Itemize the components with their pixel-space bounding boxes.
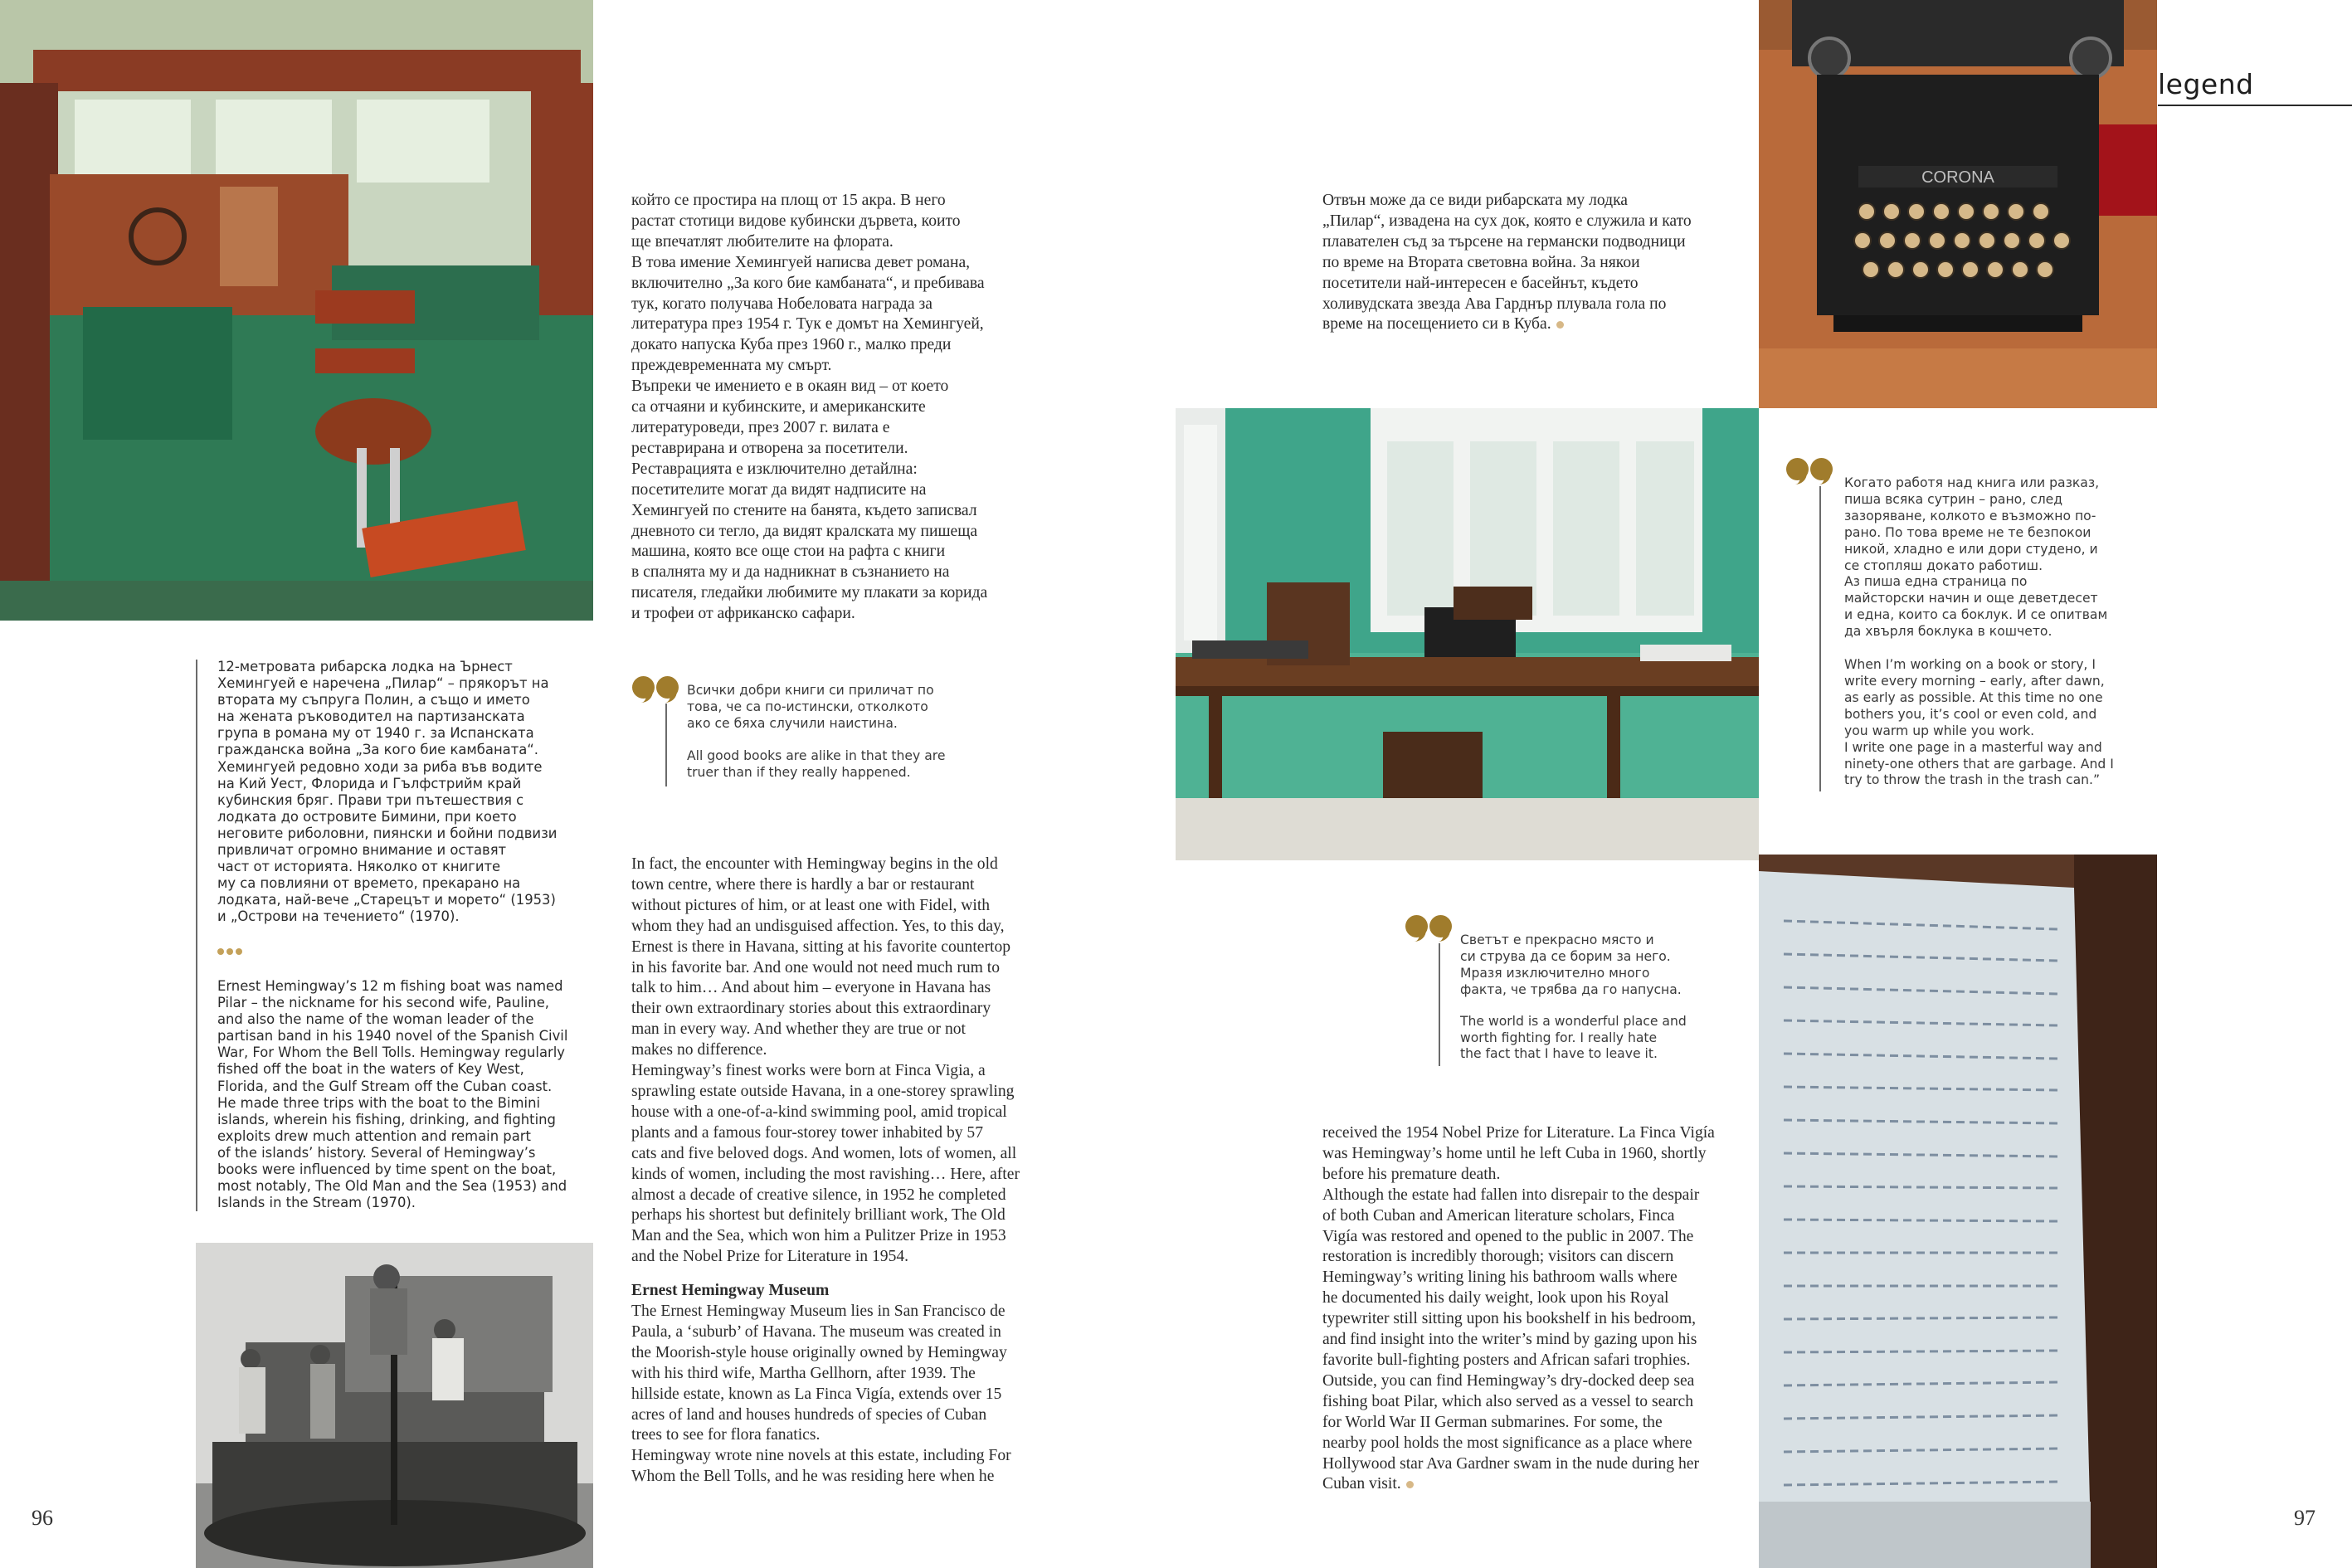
text-line: and the Nobel Prize for Literature in 1954. — [631, 1248, 909, 1266]
text-line: books were influenced by time spent on the boat, — [217, 1161, 557, 1178]
text-line: в спалнята му и да надникнат в съзнанието на — [631, 563, 950, 582]
text-line: with his third wife, Martha Gellhorn, after 1939. The — [631, 1364, 976, 1382]
quote-line: All good books are alike in that they are — [687, 747, 946, 763]
text-line: fished off the boat in the waters of Key West, — [217, 1061, 524, 1078]
text-line: тук, когато получава Нобеловата награда за — [631, 295, 933, 313]
quote-line: When I’m working on a book or story, I — [1844, 657, 2096, 673]
quote-mark-icon — [1786, 458, 1833, 480]
text-line: му са повлияни от времето, прекарано на — [217, 875, 521, 892]
text-line: restoration is incredibly thorough; visitors can discern — [1322, 1248, 1674, 1266]
quote-line: си струва да се борим за него. — [1460, 948, 1671, 964]
quote-line: write every morning – early, after dawn, — [1844, 673, 2105, 689]
quote-line: пиша всяка сутрин – рано, след — [1844, 491, 2063, 507]
text-line: almost a decade of creative silence, in 1952 he completed — [631, 1186, 1006, 1204]
text-line: before his premature death. — [1322, 1165, 1501, 1183]
text-line: посетителите могат да видят надписите на — [631, 480, 927, 499]
text-line: favorite bull-fighting posters and African safari trophies. — [1322, 1351, 1691, 1369]
text-line: Outside, you can find Hemingway’s dry-docked deep sea — [1322, 1371, 1695, 1390]
text-line: привличат огромно внимание и оставят — [217, 842, 507, 859]
separator-dots — [217, 948, 242, 955]
text-line: whom they had an undisguised affection. Yes, to this day, — [631, 917, 1005, 935]
text-line: Hemingway wrote nine novels at this estate, including For — [631, 1447, 1011, 1465]
text-line: Pilar – the nickname for his second wife, Pauline, — [217, 995, 549, 1011]
text-line: house with a one-of-a-kind swimming pool, amid tropical — [631, 1103, 1007, 1121]
text-line: дневното си тегло, да видят кралската му пишеща — [631, 522, 978, 540]
text-line: Vigía was restored and opened to the public in 2007. The — [1322, 1227, 1694, 1245]
finca-text-en — [1322, 1123, 1746, 1495]
text-line: машина, която все още стои на рафта с книги — [631, 543, 946, 561]
text-line: лодката до островите Бимини, при което — [217, 808, 517, 825]
text-line: на жената ръководител на партизанската — [217, 709, 525, 725]
text-line: „Пилар“, извадена на сух док, която е служила и като — [1322, 212, 1692, 230]
text-line: В това имение Хемингуей написва девет романа, — [631, 253, 971, 271]
quote-2 — [1460, 933, 1734, 1063]
text-line: their own extraordinary stories about this extraordinary — [631, 1000, 991, 1018]
text-line: ще впечатлят любителите на флората. — [631, 232, 894, 251]
quote-line: зазоряване, колкото е възможно по- — [1844, 508, 2096, 523]
text-line: реставрирана и отворена за посетители. — [631, 439, 908, 457]
text-line: втората му съпруга Полин, а също и името — [217, 692, 530, 709]
text-line: и „Острови на течението“ (1970). — [217, 908, 460, 925]
text-line: he documented his daily weight, look upon his Royal — [1322, 1289, 1669, 1307]
text-line: islands, wherein his fishing, drinking, and fighting — [217, 1111, 556, 1127]
text-line: typewriter still sitting upon his bookshelf in his bedroom, — [1322, 1310, 1697, 1328]
text-line: литература през 1954 г. Тук е домът на Хемингуей, — [631, 315, 984, 334]
text-line: посетители най-интересен е басейнът, където — [1322, 274, 1639, 292]
text-line: Whom the Bell Tolls, and he was residing here when he — [631, 1468, 995, 1486]
quote-line: worth fighting for. I really hate — [1460, 1030, 1658, 1045]
boat-text-en — [217, 978, 599, 1211]
text-line: гражданска война „За кого бие камбаната“. — [217, 742, 538, 758]
text-line: част от историята. Няколко от книгите — [217, 859, 501, 875]
text-line: of the islands’ history. Several of Hemingway’s — [217, 1144, 536, 1161]
boat-interior-photo — [0, 0, 593, 621]
text-line: включително „За кого бие камбаната“, и пребивава — [631, 274, 985, 292]
typed-manuscript-photo — [1759, 855, 2157, 1568]
text-line: trees to see for flora fanatics. — [631, 1426, 821, 1444]
text-line: cats and five beloved dogs. And women, lots of women, all — [631, 1144, 1017, 1162]
quote-mark-icon — [632, 676, 679, 699]
quote-line: truer than if they really happened. — [687, 764, 911, 780]
quote-1 — [687, 683, 1010, 782]
quote-line: майсторски начин и още деветдесет — [1844, 591, 2098, 606]
text-line: 12-метровата рибарска лодка на Ърнест — [217, 659, 513, 674]
text-line: received the 1954 Nobel Prize for Literature. La Finca Vigía — [1322, 1124, 1715, 1142]
text-line: Islands in the Stream (1970). — [217, 1195, 416, 1211]
text-line: Реставрацията е изключително детайлна: — [631, 460, 918, 478]
section-label: legend — [2158, 68, 2254, 100]
quote-line: ninety-one others that are garbage. And I — [1844, 756, 2114, 772]
study-room-photo — [1176, 408, 1759, 860]
text-line: partisan band in his 1940 novel of the Spanish Civil — [217, 1028, 568, 1045]
estate-text-bg — [631, 191, 1046, 625]
quote-line: Аз пиша една страница по — [1844, 574, 2028, 590]
text-line: for World War II German submarines. For some, the — [1322, 1413, 1663, 1431]
page-number-left: 96 — [32, 1506, 53, 1530]
text-line: He made three trips with the boat to the Bimini — [217, 1094, 541, 1111]
text-line: of both Cuban and American literature scholars, Finca — [1322, 1206, 1675, 1225]
text-line: hillside estate, known as La Finca Vigía, extends over 15 — [631, 1385, 1002, 1403]
end-dot-icon — [1556, 321, 1564, 329]
text-line: in his favorite bar. And one would not need much rum to — [631, 958, 1001, 976]
text-line: most notably, The Old Man and the Sea (1953) and — [217, 1178, 567, 1195]
text-line: Cuban visit. — [1322, 1475, 1401, 1493]
text-line: холивудската звезда Ава Гарднър плувала гола по — [1322, 295, 1667, 313]
text-line: Въпреки че имението е в окаян вид – от което — [631, 377, 949, 396]
text-line: and also the name of the woman leader of the — [217, 1011, 534, 1028]
end-dot-icon — [1406, 1481, 1414, 1488]
text-line: на Кий Уест, Флорида и Гълфстрийм край — [217, 775, 522, 791]
text-line: nearby pool holds the most significance as a place where — [1322, 1434, 1692, 1452]
quote-line: да хвърля боклука в кошчето. — [1844, 624, 2053, 640]
text-line: War, For Whom the Bell Tolls. Hemingway regularly — [217, 1045, 565, 1061]
text-line: Although the estate had fallen into disrepair to the despair — [1322, 1186, 1700, 1204]
quote-line: се стопляш докато работиш. — [1844, 558, 2043, 573]
quote-line: рано. По това време не те безпокои — [1844, 524, 2091, 540]
pilar-text-bg — [1322, 191, 1737, 335]
quote-line: ако се бяха случили наистина. — [687, 715, 898, 731]
text-line: and find insight into the writer’s mind by gazing upon his — [1322, 1331, 1697, 1349]
havana-text-en — [631, 855, 1054, 1488]
text-line: преждевременната му смърт. — [631, 357, 832, 375]
text-line: Хемингуей е наречена „Пилар“ – прякорът на — [217, 675, 549, 692]
text-line: лодката, най-вече „Старецът и морето“ (1953) — [217, 892, 556, 908]
text-line: exploits drew much attention and remain part — [217, 1127, 531, 1144]
quote-line: Светът е прекрасно място и — [1460, 933, 1654, 947]
text-line: Хемингуей редовно ходи за риба във водите — [217, 758, 543, 775]
quote-line: bothers you, it’s cool or even cold, and — [1844, 706, 2097, 722]
quote-line: факта, че трябва да го напусна. — [1460, 981, 1682, 997]
quote-line: The world is a wonderful place and — [1460, 1013, 1687, 1029]
text-line: without pictures of him, or at least one with Fidel, with — [631, 896, 991, 914]
text-line: makes no difference. — [631, 1041, 767, 1059]
text-line: Man and the Sea, which won him a Pulitzer Prize in 1953 — [631, 1227, 1006, 1245]
quote-line: Мразя изключително много — [1460, 965, 1650, 981]
text-line: растат стотици видове кубински дървета, които — [631, 212, 961, 230]
left-column-rule — [196, 660, 197, 1211]
text-line: неговите риболовни, пиянски и бойни подвизи — [217, 825, 558, 841]
quote-line: никой, хладно е или дори студено, и — [1844, 541, 2098, 557]
text-line: man in every way. And whether they are true or not — [631, 1020, 966, 1039]
text-line: Отвън може да се види рибарската му лодка — [1322, 192, 1629, 209]
quote-rule — [665, 704, 667, 786]
text-line: плавателен съд за търсене на германски подводници — [1322, 232, 1686, 251]
text-line: са отчаяни и кубинските, и американските — [631, 398, 926, 416]
text-line: In fact, the encounter with Hemingway begins in the old — [631, 855, 998, 873]
quote-line: и една, които са боклук. И се опитвам — [1844, 607, 2108, 623]
page-number-right: 97 — [2294, 1506, 2315, 1530]
quote-line: you warm up while you work. — [1844, 723, 2035, 738]
text-line: време на посещението си в Куба. — [1322, 315, 1551, 334]
quote-mark-icon — [1405, 915, 1452, 937]
text-line: Florida, and the Gulf Stream off the Cuban coast. — [217, 1078, 553, 1094]
text-line: The Ernest Hemingway Museum lies in San Francisco de — [631, 1303, 1006, 1321]
boat-text-bg — [217, 659, 599, 926]
text-line: was Hemingway’s home until he left Cuba in 1960, shortly — [1322, 1144, 1707, 1162]
text-line: литературоведи, през 2007 г. вилата е — [631, 418, 890, 436]
quote-line: I write one page in a masterful way and — [1844, 739, 2102, 755]
corona-typewriter-photo — [1759, 0, 2157, 408]
text-line: plants and a famous four-storey tower inhabited by 57 — [631, 1123, 984, 1142]
typewriter-brand-text: CORONA — [1921, 168, 1994, 187]
text-line: fishing boat Pilar, which also served as a vessel to search — [1322, 1392, 1694, 1410]
quote-line: Когато работя над книга или разказ, — [1844, 475, 2100, 490]
text-line: кубинския бряг. Прави три пътешествия с — [217, 791, 524, 808]
text-line: Hemingway’s writing lining his bathroom walls where — [1322, 1269, 1678, 1287]
quote-line: try to throw the trash in the trash can.” — [1844, 772, 2101, 788]
text-line: писателя, гледайки любимите му плакати за корида — [631, 584, 988, 602]
text-line: Hemingway’s finest works were born at Finca Vigia, a — [631, 1062, 986, 1080]
text-line: perhaps his shortest but definitely brilliant work, The Old — [631, 1206, 1006, 1225]
quote-line: the fact that I have to leave it. — [1460, 1046, 1658, 1062]
quote-line: Всички добри книги си приличат по — [687, 683, 934, 698]
text-line: town centre, where there is hardly a bar or restaurant — [631, 875, 975, 894]
text-line: и трофеи от африканско сафари. — [631, 605, 855, 623]
text-line: Ernest Hemingway’s 12 m fishing boat was named — [217, 978, 563, 994]
text-line: Ernest is there in Havana, sitting at his favorite countertop — [631, 937, 1011, 956]
quote-line: as early as possible. At this time no one — [1844, 689, 2103, 705]
museum-subhead: Ernest Hemingway Museum — [631, 1282, 830, 1300]
quote-rule — [1439, 943, 1440, 1066]
text-line: Хемингуей по стените на банята, където записвал — [631, 501, 977, 519]
text-line: the Moorish-style house originally owned by Hemingway — [631, 1343, 1007, 1361]
quote-line: това, че са по-истински, отколкото — [687, 699, 928, 714]
quote-3 — [1844, 475, 2164, 789]
text-line: който се простира на площ от 15 акра. В него — [631, 192, 946, 209]
text-line: talk to him… And about him – everyone in Havana has — [631, 979, 991, 997]
text-line: докато напуска Куба през 1960 г., малко преди — [631, 336, 952, 354]
text-line: kinds of women, including the most ravishing… Here, after — [631, 1165, 1020, 1183]
text-line: acres of land and houses hundreds of species of Cuban — [631, 1405, 987, 1424]
quote-rule — [1819, 486, 1821, 791]
text-line: Paula, a ‘suburb’ of Havana. The museum was created in — [631, 1322, 1001, 1341]
text-line: по време на Втората световна война. За някои — [1322, 253, 1640, 271]
section-label-rule — [2158, 105, 2352, 106]
hemingway-boat-bw-photo — [196, 1243, 593, 1568]
text-line: Hollywood star Ava Gardner swam in the nude during her — [1322, 1454, 1699, 1473]
text-line: sprawling estate outside Havana, in a one-storey sprawling — [631, 1082, 1015, 1100]
text-line: група в романа му от 1940 г. за Испанската — [217, 725, 534, 742]
